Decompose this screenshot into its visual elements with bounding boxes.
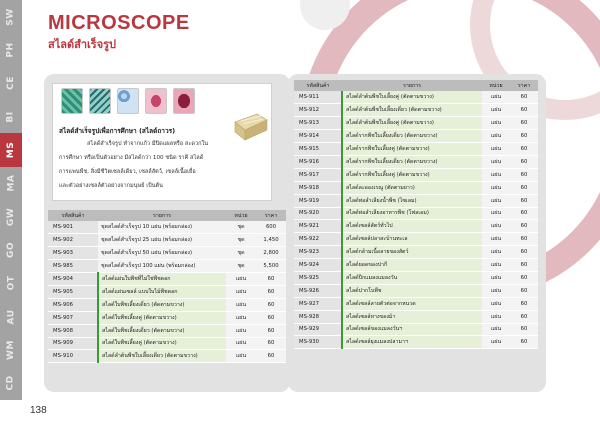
cell-price: 60 xyxy=(510,271,538,284)
cell-name: สไลด์ใบพืชเลี้ยงเดี่ยว (ตัดตามขวาง) xyxy=(98,324,226,337)
cell-name: สไลด์เซลล์ของแมลงวันฯ xyxy=(342,323,482,336)
category-tab-label: PH xyxy=(5,42,16,58)
page-title: MICROSCOPE xyxy=(48,12,190,34)
promo-line: การศึกษา หรือเป็นตัวอย่าง มีสไลด์กว่า 100 ชนิด ราคี สไลด์ xyxy=(59,155,204,161)
cell-price: 60 xyxy=(256,273,286,286)
table-row xyxy=(294,336,538,349)
table-row xyxy=(48,234,286,247)
column-header-price: ราคา xyxy=(256,210,286,221)
cell-code: MS-905 xyxy=(48,285,98,298)
cell-name: ชุดสไลด์สำเร็จรูป 25 แผ่น (พร้อมกล่อง) xyxy=(98,234,226,247)
table-row xyxy=(48,260,286,273)
category-tab-label: GW xyxy=(5,207,16,226)
cell-name: สไลด์เซลล์ลายตัวต่อจากหนวด xyxy=(342,297,482,310)
table-row xyxy=(294,297,538,310)
cell-price: 60 xyxy=(510,194,538,207)
promo-line: และตัวอย่างเซลล์ตัวอย่างจากมนุษย์ เป็นต้น xyxy=(59,183,163,189)
cell-code: MS-924 xyxy=(294,259,342,272)
cell-unit: แผ่น xyxy=(482,207,510,220)
cell-code: MS-928 xyxy=(294,310,342,323)
cell-unit: แผ่น xyxy=(226,285,256,298)
cell-code: MS-920 xyxy=(294,207,342,220)
category-tab-ph[interactable] xyxy=(0,33,22,66)
cell-unit: แผ่น xyxy=(482,220,510,233)
page-subtitle: สไลด์สำเร็จรูป xyxy=(48,38,117,51)
cell-name: สไลด์ปากโบพืช xyxy=(342,284,482,297)
slide-image-green xyxy=(61,88,83,114)
cell-unit: แผ่น xyxy=(482,130,510,143)
cell-price: 60 xyxy=(510,104,538,117)
column-header-code: รหัสสินค้า xyxy=(48,210,98,221)
category-tab-label: OT xyxy=(5,275,16,291)
cell-price: 60 xyxy=(510,155,538,168)
cell-name: ชุดสไลด์สำเร็จรูป 100 แผ่น (พร้อมกล่อง) xyxy=(98,260,226,273)
cell-code: MS-907 xyxy=(48,311,98,324)
cell-unit: แผ่น xyxy=(482,143,510,156)
cell-price: 60 xyxy=(256,298,286,311)
category-tab-sw[interactable] xyxy=(0,0,22,33)
category-tab-label: WM xyxy=(5,340,16,360)
cell-unit: แผ่น xyxy=(226,298,256,311)
table-row xyxy=(48,298,286,311)
cell-price: 60 xyxy=(510,259,538,272)
table-row xyxy=(294,271,538,284)
table-row xyxy=(294,310,538,323)
table-row xyxy=(294,233,538,246)
cell-unit: แผ่น xyxy=(482,181,510,194)
category-tab-bi[interactable] xyxy=(0,100,22,133)
right-product-table xyxy=(294,80,538,349)
cell-price: 60 xyxy=(256,285,286,298)
cell-code: MS-904 xyxy=(48,273,98,286)
slide-image-red xyxy=(173,88,195,114)
cell-unit: ชุด xyxy=(226,260,256,273)
cell-price: 60 xyxy=(510,284,538,297)
cell-unit: แผ่น xyxy=(482,271,510,284)
cell-code: MS-914 xyxy=(294,130,342,143)
cell-unit: แผ่น xyxy=(226,273,256,286)
cell-price: 60 xyxy=(510,310,538,323)
cell-unit: แผ่น xyxy=(482,194,510,207)
cell-name: สไลด์ลำต้นพืชใบเลี้ยงเดี่ยว (ตัดตามขวาง) xyxy=(342,104,482,117)
cell-name: สไลด์ยอดของปากี xyxy=(342,259,482,272)
category-tab-label: BI xyxy=(6,111,16,123)
cell-unit: แผ่น xyxy=(482,117,510,130)
cell-name: สไลด์ใบพืชเลี้ยงคู่ (ตัดตามขวาง) xyxy=(98,311,226,324)
table-row xyxy=(294,181,538,194)
promo-line: สไลด์สำเร็จรูป ทำจากแก้ว มีปิดแผลหรือ สะดวกใน xyxy=(87,141,209,147)
cell-name: สไลด์เซลล์ยุงแมลงปลามาฯ xyxy=(342,336,482,349)
table-row xyxy=(294,284,538,297)
table-header-row xyxy=(48,210,286,221)
category-tab-ms[interactable] xyxy=(0,133,22,166)
cell-price: 60 xyxy=(256,324,286,337)
cell-unit: ชุด xyxy=(226,234,256,247)
cell-price: 60 xyxy=(510,323,538,336)
cell-code: MS-916 xyxy=(294,155,342,168)
table-row xyxy=(48,273,286,286)
table-row xyxy=(48,311,286,324)
cell-name: ชุดสไลด์สำเร็จรูป 50 แผ่น (พร้อมกล่อง) xyxy=(98,247,226,260)
cell-code: MS-927 xyxy=(294,297,342,310)
table-row xyxy=(294,207,538,220)
category-tab-gw[interactable] xyxy=(0,200,22,233)
cell-unit: แผ่น xyxy=(482,310,510,323)
cell-unit: ชุด xyxy=(226,247,256,260)
cell-code: MS-913 xyxy=(294,117,342,130)
cell-price: 60 xyxy=(510,207,538,220)
cell-name: สไลด์รากพืชใบเลี้ยงคู่ (ตัดตามขวาง) xyxy=(342,143,482,156)
cell-unit: แผ่น xyxy=(226,324,256,337)
cell-code: MS-930 xyxy=(294,336,342,349)
cell-code: MS-903 xyxy=(48,247,98,260)
category-tab-label: CE xyxy=(5,76,16,91)
cell-code: MS-929 xyxy=(294,323,342,336)
cell-name: สไลด์ท่อลำเลียงน้ำพืช (ไซเลม) xyxy=(342,194,482,207)
promo-box xyxy=(52,83,272,201)
cell-code: MS-919 xyxy=(294,194,342,207)
table-row xyxy=(294,194,538,207)
table-row xyxy=(48,337,286,350)
slide-box-image xyxy=(233,112,269,142)
cell-code: MS-915 xyxy=(294,143,342,156)
cell-unit: แผ่น xyxy=(226,337,256,350)
category-tab-ma[interactable] xyxy=(0,167,22,200)
cell-price: 600 xyxy=(256,221,286,234)
table-row xyxy=(294,104,538,117)
cell-price: 1,450 xyxy=(256,234,286,247)
cell-unit: แผ่น xyxy=(482,233,510,246)
cell-price: 60 xyxy=(510,246,538,259)
cell-price: 60 xyxy=(510,91,538,104)
category-tab-ce[interactable] xyxy=(0,67,22,100)
table-row xyxy=(294,130,538,143)
cell-code: MS-926 xyxy=(294,284,342,297)
cell-name: สไลด์ท่อลำเลียงอาหารพืช (โฟลเอม) xyxy=(342,207,482,220)
category-tab-label: MS xyxy=(5,141,16,159)
cell-unit: แผ่น xyxy=(226,311,256,324)
cell-name: สไลด์ลำต้นพืชใบเลี้ยงเดี่ยว (ตัดตามขวาง) xyxy=(98,350,226,363)
cell-name: สไลด์ใบพืชเลี้ยงเดี่ยว (ตัดตามขวาง) xyxy=(98,298,226,311)
cell-name: ชุดสไลด์สำเร็จรูป 10 แผ่น (พร้อมกล่อง) xyxy=(98,221,226,234)
column-header-price: ราคา xyxy=(510,80,538,91)
category-tab-wm[interactable] xyxy=(0,333,22,366)
cell-code: MS-912 xyxy=(294,104,342,117)
table-row xyxy=(294,246,538,259)
cell-code: MS-921 xyxy=(294,220,342,233)
cell-price: 5,500 xyxy=(256,260,286,273)
category-tab-label: CD xyxy=(5,375,16,391)
slide-image-teal xyxy=(89,88,111,114)
table-row xyxy=(48,350,286,363)
table-row xyxy=(48,247,286,260)
cell-price: 2,800 xyxy=(256,247,286,260)
promo-heading: สไลด์สำเร็จรูปเพื่อการศึกษา (สไลด์ถาวร) xyxy=(59,127,176,135)
cell-price: 60 xyxy=(256,337,286,350)
cell-code: MS-910 xyxy=(48,350,98,363)
category-tab-ot[interactable] xyxy=(0,267,22,300)
cell-name: สไลด์เซลล์หางของม้า xyxy=(342,310,482,323)
column-header-unit: หน่วย xyxy=(482,80,510,91)
category-tab-label: GO xyxy=(5,241,16,259)
cell-name: สไลด์กล้ามเนื้อลายของสัตว์ xyxy=(342,246,482,259)
category-tab-au[interactable] xyxy=(0,300,22,333)
cell-name: สไลด์ลำต้นพืชใบเลี้ยงคู่ (ตัดตามขวาง) xyxy=(342,117,482,130)
cell-code: MS-923 xyxy=(294,246,342,259)
table-row xyxy=(294,117,538,130)
cell-name: สไลด์แผ่นเซลล์ แบบใบไม้พืชดอก xyxy=(98,285,226,298)
category-tab-cd[interactable] xyxy=(0,367,22,400)
cell-name: สไลด์ปีกแมลงแมลงวัน xyxy=(342,271,482,284)
cell-price: 60 xyxy=(510,220,538,233)
cell-code: MS-985 xyxy=(48,260,98,273)
cell-unit: แผ่น xyxy=(482,91,510,104)
table-row xyxy=(48,221,286,234)
slide-image-pink xyxy=(145,88,167,114)
cell-price: 60 xyxy=(510,297,538,310)
table-row xyxy=(294,259,538,272)
table-row xyxy=(294,143,538,156)
cell-code: MS-901 xyxy=(48,221,98,234)
cell-unit: แผ่น xyxy=(482,155,510,168)
table-row xyxy=(294,168,538,181)
cell-unit: แผ่น xyxy=(226,350,256,363)
cell-name: สไลด์ลำต้นพืชใบเลี้ยงคู่ (ตัดตามขวาง) xyxy=(342,91,482,104)
cell-name: สไลด์ละอองเรณู (ตัดตามยาว) xyxy=(342,181,482,194)
cell-name: สไลด์รากพืชใบเลี้ยงเดี่ยว (ตัดตามขวาง) xyxy=(342,130,482,143)
column-header-name: รายการ xyxy=(342,80,482,91)
cell-unit: แผ่น xyxy=(482,284,510,297)
left-product-table xyxy=(48,210,286,363)
slide-image-blue xyxy=(117,88,139,114)
cell-price: 60 xyxy=(510,181,538,194)
cell-unit: แผ่น xyxy=(482,336,510,349)
table-row xyxy=(294,323,538,336)
cell-unit: แผ่น xyxy=(482,323,510,336)
table-row xyxy=(294,220,538,233)
cell-name: สไลด์รากพืชใบเลี้ยงเดี่ยว (ตัดตามขวาง) xyxy=(342,155,482,168)
cell-price: 60 xyxy=(510,233,538,246)
cell-code: MS-925 xyxy=(294,271,342,284)
cell-code: MS-922 xyxy=(294,233,342,246)
cell-unit: แผ่น xyxy=(482,259,510,272)
category-tab-label: AU xyxy=(6,309,16,325)
column-header-unit: หน่วย xyxy=(226,210,256,221)
cell-price: 60 xyxy=(256,311,286,324)
cell-unit: แผ่น xyxy=(482,168,510,181)
table-row xyxy=(48,285,286,298)
cell-name: สไลด์รากพืชใบเลี้ยงคู่ (ตัดตามขวาง) xyxy=(342,168,482,181)
category-tab-strip xyxy=(0,0,22,400)
cell-name: สไลด์แผ่นใบพืชที่ไม่ใช่พืชดอก xyxy=(98,273,226,286)
cell-unit: แผ่น xyxy=(482,246,510,259)
cell-code: MS-911 xyxy=(294,91,342,104)
promo-line: การแพนพืช, สิ่งมีชีวิตเซลล์เดียว, เซลล์สัตว์, เซลล์เนื้อเยื่อ xyxy=(59,169,196,175)
column-header-name: รายการ xyxy=(98,210,226,221)
cell-code: MS-902 xyxy=(48,234,98,247)
cell-price: 60 xyxy=(510,336,538,349)
cell-name: สไลด์ใบพืชเลี้ยงคู่ (ตัดตามขวาง) xyxy=(98,337,226,350)
cell-price: 60 xyxy=(510,117,538,130)
category-tab-label: MA xyxy=(5,174,16,192)
table-row xyxy=(48,324,286,337)
cell-price: 60 xyxy=(510,130,538,143)
category-tab-label: SW xyxy=(5,7,16,26)
column-header-code: รหัสสินค้า xyxy=(294,80,342,91)
cell-price: 60 xyxy=(510,168,538,181)
cell-unit: แผ่น xyxy=(482,297,510,310)
table-row xyxy=(294,155,538,168)
cell-unit: ชุด xyxy=(226,221,256,234)
cell-name: สไลด์เซลล์สัตว์ทั่วไป xyxy=(342,220,482,233)
table-row xyxy=(294,91,538,104)
page-number: 138 xyxy=(30,405,47,416)
cell-code: MS-908 xyxy=(48,324,98,337)
cell-code: MS-917 xyxy=(294,168,342,181)
cell-price: 60 xyxy=(256,350,286,363)
category-tab-go[interactable] xyxy=(0,233,22,266)
cell-unit: แผ่น xyxy=(482,104,510,117)
table-header-row xyxy=(294,80,538,91)
cell-code: MS-909 xyxy=(48,337,98,350)
cell-name: สไลด์เซลล์ปลาสะบ้านทะเล xyxy=(342,233,482,246)
cell-code: MS-918 xyxy=(294,181,342,194)
cell-code: MS-906 xyxy=(48,298,98,311)
cell-price: 60 xyxy=(510,143,538,156)
